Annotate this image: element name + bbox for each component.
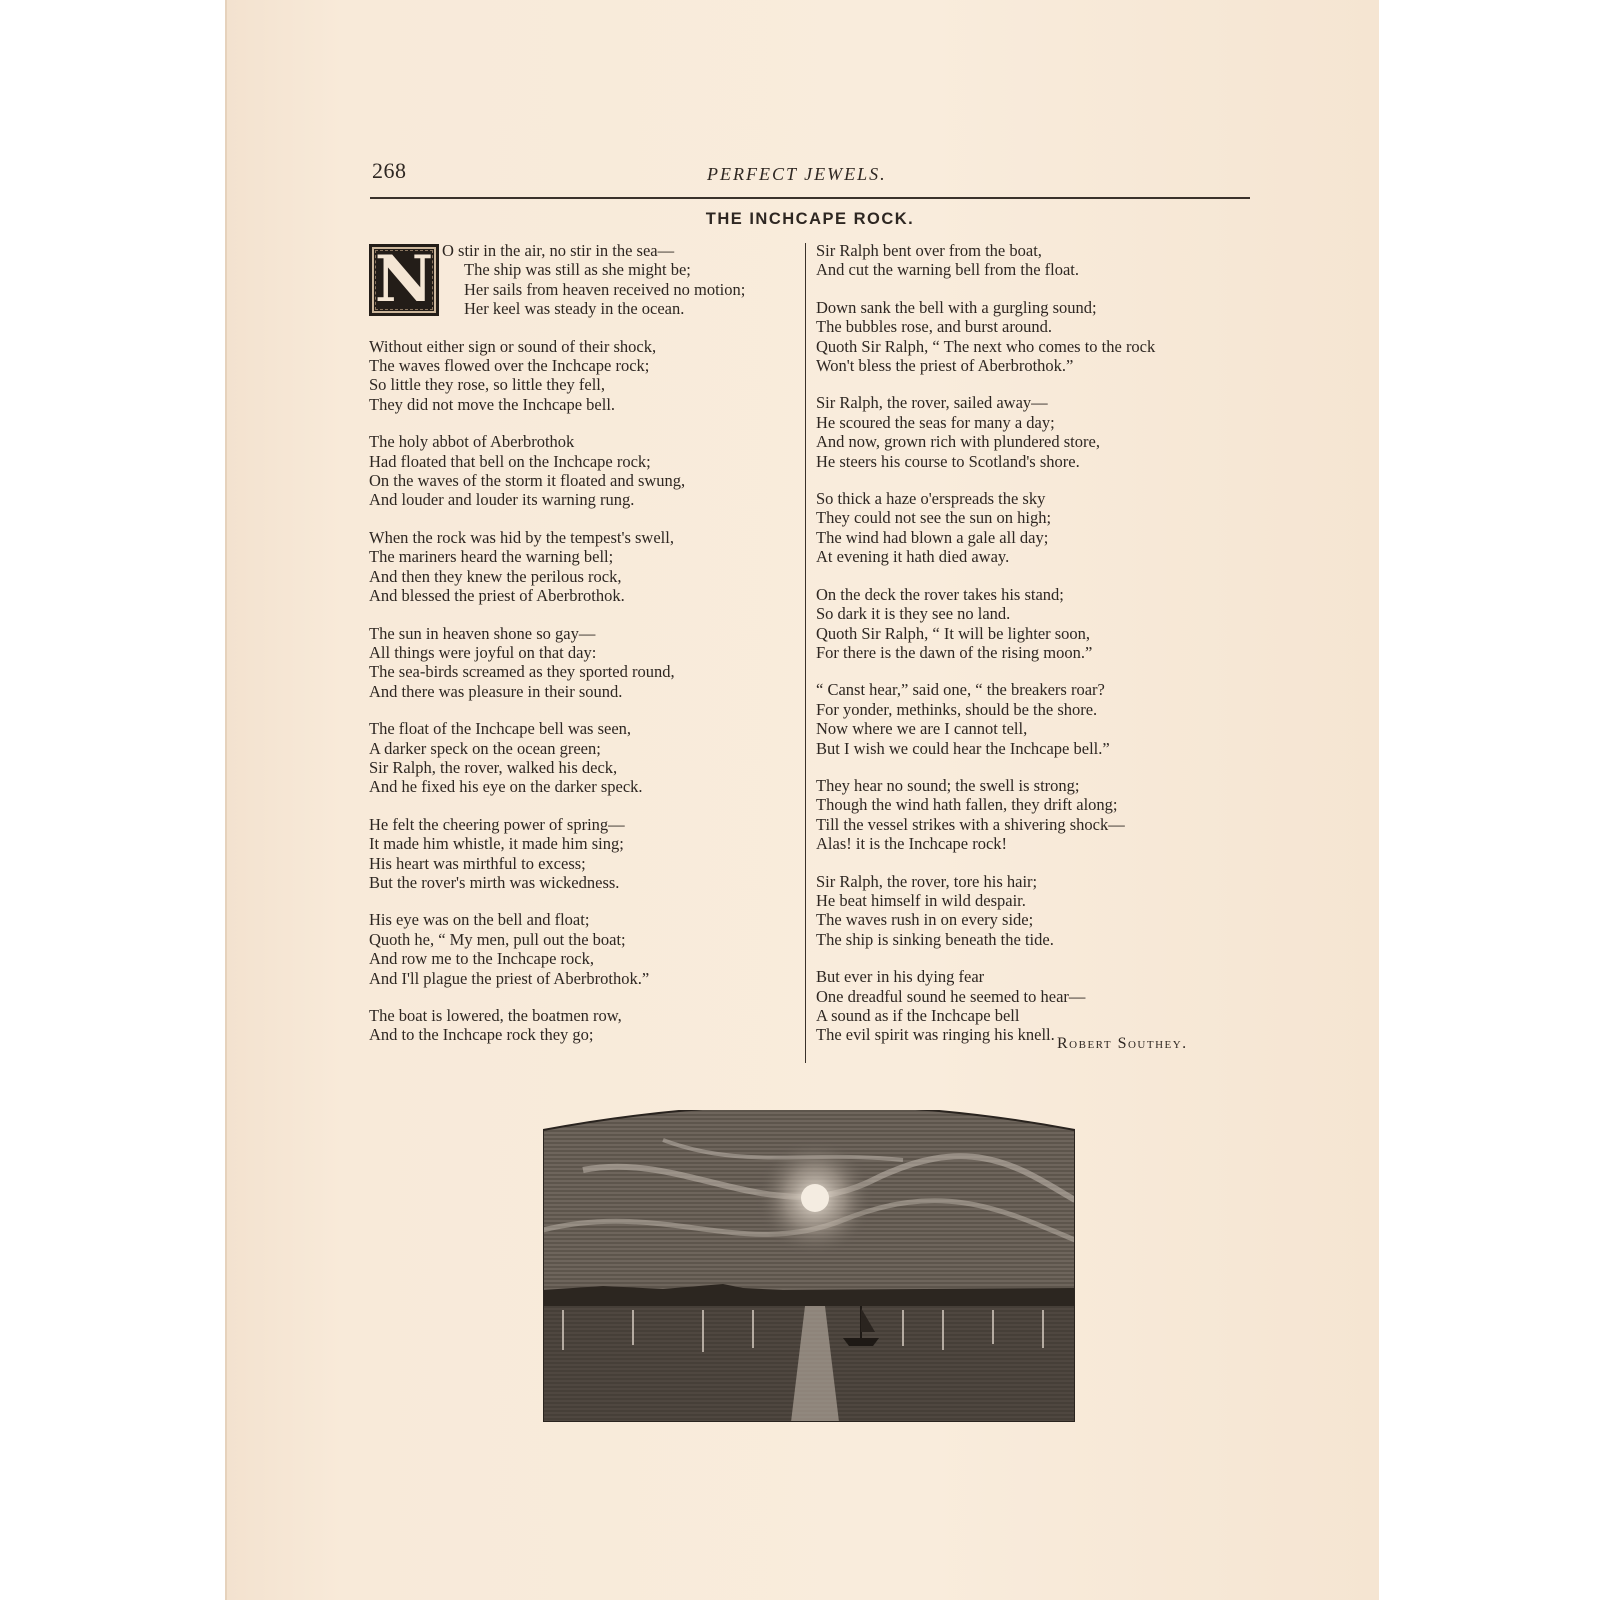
poem-line: The waves rush in on every side; [816, 910, 1034, 930]
running-title: PERFECT JEWELS. [707, 164, 887, 184]
stanza [369, 815, 804, 893]
poem-line: Her keel was steady in the ocean. [464, 299, 685, 319]
poem-right-column [816, 241, 1256, 1063]
poem-line: The waves flowed over the Inchcape rock; [369, 356, 650, 376]
stanza [369, 624, 804, 702]
stanza [369, 528, 804, 606]
poem-line: When the rock was hid by the tempest's swell, [369, 527, 674, 547]
poem-line: He steers his course to Scotland's shore. [816, 451, 1080, 471]
poem-line: Her sails from heaven received no motion; [464, 279, 746, 299]
poem-line: O stir in the air, no stir in the sea— [442, 241, 675, 260]
poem-line: On the waves of the storm it floated and swung, [369, 471, 686, 491]
stanza [816, 585, 1256, 663]
poem-line: The ship was still as she might be; [464, 260, 691, 280]
poem-line: The mariners heard the warning bell; [369, 547, 614, 567]
poem-line: The ship is sinking beneath the tide. [816, 929, 1054, 949]
poem-line: They did not move the Inchcape bell. [369, 394, 616, 414]
poem-line: He scoured the seas for many a day; [816, 412, 1055, 432]
poem-line: The boat is lowered, the boatmen row, [369, 1006, 622, 1025]
poem-line: And then they knew the perilous rock, [369, 566, 622, 586]
poem-line: “ Canst hear,” said one, “ the breakers roar? [816, 680, 1105, 700]
poem-line: The sea-birds screamed as they sported round, [369, 662, 675, 682]
poem-line: They hear no sound; the swell is strong; [816, 775, 1080, 795]
poem-line: A darker speck on the ocean green; [369, 738, 601, 758]
poem-line: And he fixed his eye on the darker speck. [369, 777, 643, 797]
poem-line: And louder and louder its warning rung. [369, 490, 635, 510]
stanza [816, 298, 1256, 376]
poem-line: Without either sign or sound of their shock, [369, 336, 657, 356]
poem-line: Quoth Sir Ralph, “ It will be lighter soon, [816, 623, 1091, 643]
page-number: 268 [372, 158, 407, 183]
poem-line: On the deck the rover takes his stand; [816, 584, 1064, 604]
poem-line: For there is the dawn of the rising moon.” [816, 642, 1093, 662]
moonlit-sea-engraving [543, 1110, 1075, 1422]
poem-line: Though the wind hath fallen, they drift along; [816, 795, 1118, 815]
poem-line: Down sank the bell with a gurgling sound; [816, 297, 1097, 317]
poem-line: The float of the Inchcape bell was seen, [369, 719, 632, 739]
stanza [816, 489, 1256, 567]
poem-line: Quoth he, “ My men, pull out the boat; [369, 929, 626, 949]
stanza [369, 719, 804, 797]
poem-line: Sir Ralph, the rover, tore his hair; [816, 871, 1038, 891]
poem-line: But I wish we could hear the Inchcape bell.” [816, 738, 1110, 758]
stanza [369, 910, 804, 988]
poem-line: He beat himself in wild despair. [816, 890, 1026, 910]
column-divider [805, 243, 806, 1063]
poem-line: Won't bless the priest of Aberbrothok.” [816, 356, 1074, 376]
poem-line: The bubbles rose, and burst around. [816, 317, 1052, 337]
poem-line: They could not see the sun on high; [816, 508, 1052, 528]
stanza [369, 241, 804, 319]
poem-line: The evil spirit was ringing his knell. [816, 1025, 1055, 1045]
poem-title: THE INCHCAPE ROCK. [705, 210, 915, 228]
poem-line: Alas! it is the Inchcape rock! [816, 834, 1008, 854]
poem-line: Had floated that bell on the Inchcape rock; [369, 451, 651, 471]
poem-line: Now where we are I cannot tell, [816, 719, 1028, 739]
poem-line: The wind had blown a gale all day; [816, 527, 1049, 547]
poem-line: For yonder, methinks, should be the shore. [816, 699, 1098, 719]
stanza [369, 337, 804, 415]
book-page [225, 0, 1379, 1600]
drop-cap: N [369, 244, 439, 316]
stanza [369, 1006, 804, 1045]
poem-author: Robert Southey. [1057, 1035, 1188, 1052]
poem-line: His heart was mirthful to excess; [369, 853, 586, 873]
poem-line: A sound as if the Inchcape bell [816, 1006, 1020, 1025]
stanza [816, 241, 1256, 280]
stanza [369, 432, 804, 510]
poem-line: He felt the cheering power of spring— [369, 814, 625, 834]
poem-line: And row me to the Inchcape rock, [369, 949, 594, 969]
stanza [816, 680, 1256, 758]
poem-line: His eye was on the bell and float; [369, 910, 590, 930]
poem-line: So thick a haze o'erspreads the sky [816, 489, 1046, 509]
poem-line: And blessed the priest of Aberbrothok. [369, 586, 625, 606]
poem-line: And now, grown rich with plundered store, [816, 432, 1100, 452]
poem-line: And to the Inchcape rock they go; [369, 1025, 594, 1045]
poem-line: And cut the warning bell from the float. [816, 260, 1080, 280]
header-rule [370, 197, 1250, 199]
stanza [816, 967, 1256, 1045]
poem-line: Sir Ralph bent over from the boat, [816, 241, 1042, 260]
poem-line: Sir Ralph, the rover, sailed away— [816, 393, 1048, 413]
drop-cap-ornament [375, 250, 433, 310]
stanza [816, 872, 1256, 950]
poem-line: Quoth Sir Ralph, “ The next who comes to the rock [816, 336, 1156, 356]
poem-line: It made him whistle, it made him sing; [369, 834, 624, 854]
poem-line: But ever in his dying fear [816, 967, 985, 987]
poem-line: So dark it is they see no land. [816, 604, 1011, 624]
poem-line: So little they rose, so little they fell, [369, 375, 606, 395]
poem-line: All things were joyful on that day: [369, 642, 597, 662]
stanza [816, 776, 1256, 854]
poem-line: At evening it hath died away. [816, 547, 1010, 567]
stanza [816, 393, 1256, 471]
poem-line: Sir Ralph, the rover, walked his deck, [369, 757, 618, 777]
poem-line: But the rover's mirth was wickedness. [369, 872, 620, 892]
poem-line: One dreadful sound he seemed to hear— [816, 986, 1086, 1006]
poem-line: Till the vessel strikes with a shivering shock— [816, 814, 1125, 834]
poem-line: The holy abbot of Aberbrothok [369, 432, 575, 452]
poem-line: And there was pleasure in their sound. [369, 681, 623, 701]
poem-line: The sun in heaven shone so gay— [369, 623, 596, 643]
poem-line: And I'll plague the priest of Aberbrothok.” [369, 968, 650, 988]
poem-left-column [369, 241, 804, 1063]
